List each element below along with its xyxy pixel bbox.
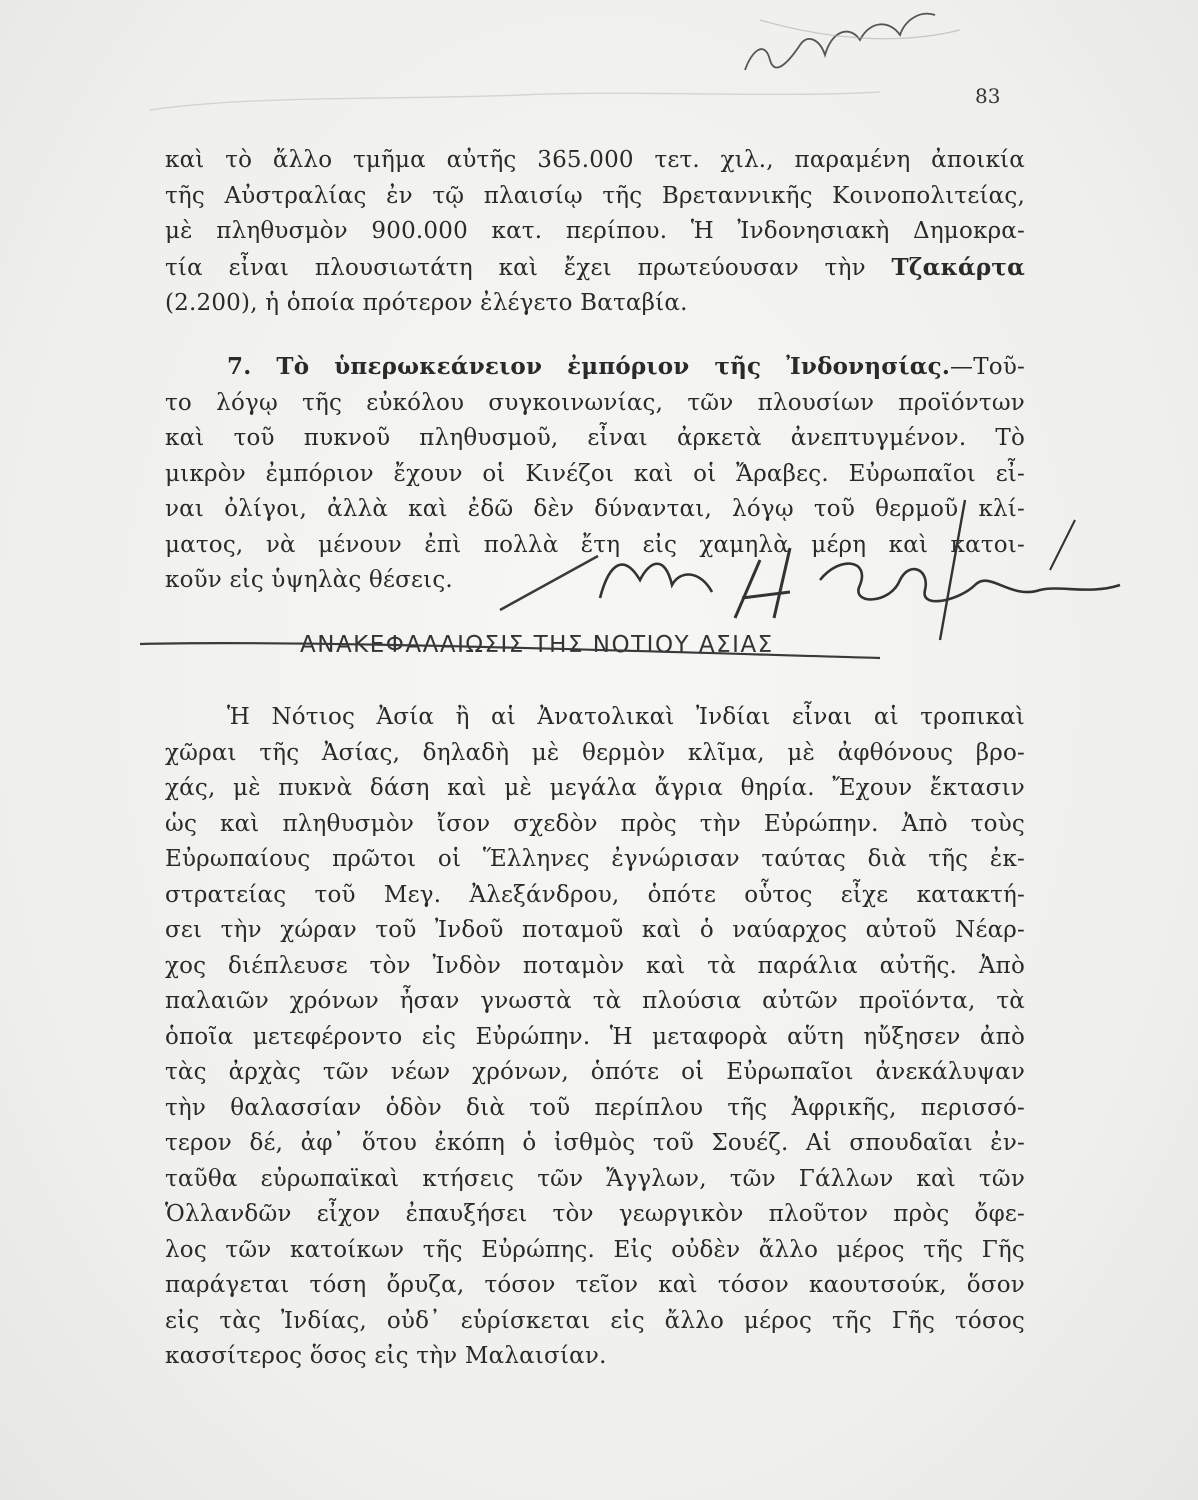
- faint-pencil-stroke: [150, 92, 880, 110]
- text-line: χάς, μὲ πυκνὰ δάση καὶ μὲ μεγάλα ἄγρια θηρία. Ἔχουν ἔκτασιν: [165, 775, 1025, 801]
- text-line: παράγεται τόση ὄρυζα, τόσον τεῖον καὶ τόσον καουτσούκ, ὅσον: [165, 1272, 1025, 1298]
- text-line-part: τία εἶναι πλουσιωτάτη καὶ ἔχει πρωτεύουσαν τὴν: [165, 254, 866, 281]
- paragraph-summary: [165, 700, 1025, 1375]
- text-line: καὶ τὸ ἄλλο τμῆμα αὐτῆς 365.000 τετ. χιλ., παραμένη ἀποικία: [165, 147, 1025, 173]
- summary-heading: ΑΝΑΚΕΦΑΛΑΙΩΣΙΣ ΤΗΣ ΝΟΤΙΟΥ ΑΣΙΑΣ: [300, 632, 774, 658]
- text-line: στρατείας τοῦ Μεγ. Ἀλεξάνδρου, ὁπότε οὗτος εἶχε κατακτή-: [165, 881, 1025, 908]
- faint-pencil-stroke: [760, 20, 960, 39]
- text-line: καὶ τοῦ πυκνοῦ πληθυσμοῦ, εἶναι ἀρκετὰ ἀνεπτυγμένον. Τὸ: [165, 425, 1025, 451]
- text-line: εἰς τὰς Ἰνδίας, οὐδ᾽ εὑρίσκεται εἰς ἄλλο μέρος τῆς Γῆς τόσος: [165, 1307, 1025, 1334]
- text-line: παλαιῶν χρόνων ἦσαν γνωστὰ τὰ πλούσια αὐτῶν προϊόντα, τὰ: [165, 988, 1025, 1014]
- text-line: [165, 250, 1025, 287]
- text-line: το λόγῳ τῆς εὐκόλου συγκοινωνίας, τῶν πλουσίων προϊόντων: [165, 389, 1025, 416]
- text-line: ταῦθα εὐρωπαϊκαὶ κτήσεις τῶν Ἄγγλων, τῶν Γάλλων καὶ τῶν: [165, 1165, 1025, 1192]
- text-line: λος τῶν κατοίκων τῆς Εὐρώπης. Εἰς οὐδὲν ἄλλο μέρος τῆς Γῆς: [165, 1236, 1025, 1263]
- text-line: τερον δέ, ἀφ᾽ ὅτου ἐκόπη ὁ ἰσθμὸς τοῦ Σουέζ. Αἱ σπουδαῖαι ἐν-: [165, 1130, 1025, 1156]
- text-line: Ἡ Νότιος Ἀσία ἢ αἱ Ἀνατολικαὶ Ἰνδίαι εἶναι αἱ τροπικαὶ: [227, 704, 1025, 730]
- text-line: μικρὸν ἐμπόριον ἔχουν οἱ Κινέζοι καὶ οἱ Ἄραβες. Εὐρωπαῖοι εἶ-: [165, 460, 1025, 487]
- text-line-part: —Τοῦ-: [950, 354, 1025, 380]
- paragraph-indonesia-continuation: [165, 143, 1025, 322]
- text-line: χῶραι τῆς Ἀσίας, δηλαδὴ μὲ θερμὸν κλῖμα, μὲ ἀφθόνους βρο-: [165, 739, 1025, 766]
- text-line: τὰς ἀρχὰς τῶν νέων χρόνων, ὁπότε οἱ Εὐρωπαῖοι ἀνεκάλυψαν: [165, 1059, 1025, 1085]
- pen-mark-stroke: [1050, 520, 1075, 570]
- text-line: Εὐρωπαίους πρῶτοι οἱ Ἕλληνες ἐγνώρισαν ταύτας διὰ τῆς ἐκ-: [165, 846, 1025, 872]
- text-line: [165, 349, 1025, 386]
- text-line: ναι ὀλίγοι, ἀλλὰ καὶ ἐδῶ δὲν δύνανται, λόγῳ τοῦ θερμοῦ κλί-: [165, 496, 1025, 522]
- paragraph-section-7: [165, 349, 1025, 599]
- section-7-title: 7. Τὸ ὑπερωκεάνειον ἐμπόριον τῆς Ἰνδονησίας.: [227, 353, 951, 380]
- text-line: κοῦν εἰς ὑψηλὰς θέσεις.: [165, 567, 453, 593]
- text-line: Ὁλλανδῶν εἶχον ἐπαυξήσει τὸν γεωργικὸν πλοῦτον πρὸς ὄφε-: [165, 1201, 1025, 1227]
- text-line: κασσίτερος ὅσος εἰς τὴν Μαλαισίαν.: [165, 1343, 607, 1369]
- text-line: χος διέπλευσε τὸν Ἰνδὸν ποταμὸν καὶ τὰ παράλια αὐτῆς. Ἀπὸ: [165, 952, 1025, 979]
- text-line: ὁποῖα μετεφέροντο εἰς Εὐρώπην. Ἡ μεταφορὰ αὕτη ηὔξησεν ἀπὸ: [165, 1023, 1025, 1050]
- text-line: τὴν θαλασσίαν ὁδὸν διὰ τοῦ περίπλου τῆς Ἀφρικῆς, περισσό-: [165, 1094, 1025, 1121]
- text-line: σει τὴν χώραν τοῦ Ἰνδοῦ ποταμοῦ καὶ ὁ ναύαρχος αὐτοῦ Νέαρ-: [165, 917, 1025, 943]
- corner-note-stroke: [745, 14, 935, 70]
- text-line: τῆς Αὐστραλίας ἐν τῷ πλαισίῳ τῆς Βρεταννικῆς Κοινοπολιτείας,: [165, 182, 1025, 209]
- text-line: μὲ πληθυσμὸν 900.000 κατ. περίπου. Ἡ Ἰνδονησιακὴ Δημοκρα-: [165, 218, 1025, 244]
- text-line: (2.200), ἡ ὁποία πρότερον ἐλέγετο Βαταβία.: [165, 290, 688, 316]
- capital-name: Τζακάρτα: [891, 253, 1025, 281]
- page-number: 83: [975, 84, 1001, 108]
- text-line: ὡς καὶ πληθυσμὸν ἴσον σχεδὸν πρὸς τὴν Εὐρώπην. Ἀπὸ τοὺς: [165, 810, 1025, 837]
- text-line: ματος, νὰ μένουν ἐπὶ πολλὰ ἔτη εἰς χαμηλὰ μέρη καὶ κατοι-: [165, 531, 1025, 558]
